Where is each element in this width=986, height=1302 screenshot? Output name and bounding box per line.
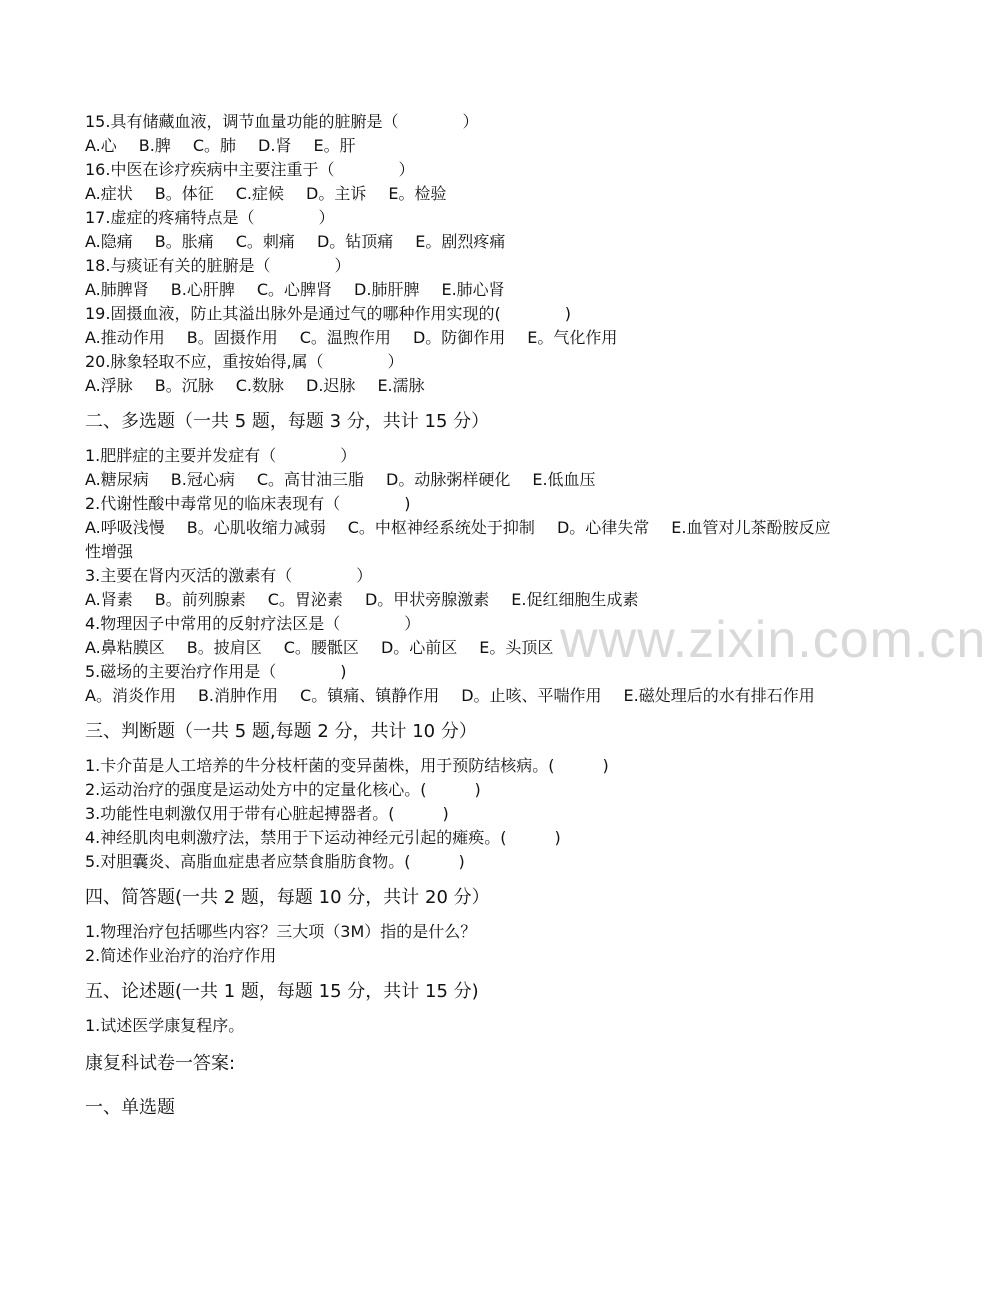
answer-options [85, 230, 845, 254]
answer-option: C.数脉 [235, 376, 285, 395]
answer-option: A.肾素 [85, 590, 133, 609]
watermark: www.zixin.com.cn [560, 611, 986, 669]
short-answer-item: 1.物理治疗包括哪些内容？三大项（3M）指的是什么？ [85, 922, 477, 941]
answer-option: D。动脉粥样硬化 [386, 470, 511, 489]
answer-option: D。甲状旁腺激素 [364, 590, 490, 609]
answer-option: C。肺 [192, 136, 237, 155]
answer-option: D。心律失常 [556, 518, 650, 537]
answer-option: E。检验 [388, 184, 447, 203]
answer-option: B.冠心病 [170, 470, 235, 489]
exam-page [85, 110, 845, 1120]
answer-option: B。沉脉 [154, 376, 214, 395]
answer-option: E。肝 [313, 136, 356, 155]
answer-option: D。钻顶痛 [316, 232, 394, 251]
true-false-item: 2.运动治疗的强度是运动处方中的定量化核心。( ) [85, 780, 481, 799]
answer-option: B.心肝脾 [170, 280, 235, 299]
answer-options [85, 326, 845, 350]
answer-option: B.脾 [138, 136, 171, 155]
question-text: 5.磁场的主要治疗作用是（ ) [85, 662, 347, 681]
answer-option: E.肺心肾 [441, 280, 505, 299]
question-text: 20.脉象轻取不应，重按始得,属（ ） [85, 352, 404, 371]
answer-option: B。前列腺素 [154, 590, 246, 609]
true-false-item: 4.神经肌肉电刺激疗法，禁用于下运动神经元引起的瘫痪。( ) [85, 828, 561, 847]
true-false-list [85, 754, 845, 874]
answer-option: B。胀痛 [154, 232, 214, 251]
answer-option: C。镇痛、镇静作用 [300, 686, 440, 705]
answer-option: A.肺脾肾 [85, 280, 149, 299]
answer-option: A.浮脉 [85, 376, 133, 395]
section-title-short-answer: 四、简答题(一共 2 题，每题 10 分，共计 20 分） [85, 887, 490, 908]
answer-option: E。气化作用 [527, 328, 618, 347]
essay-item: 1.试述医学康复程序。 [85, 1016, 245, 1035]
short-answer-list [85, 920, 845, 968]
answer-option: C.症候 [235, 184, 285, 203]
answer-option: B。固摄作用 [186, 328, 278, 347]
answer-option: D.迟脉 [306, 376, 356, 395]
answer-option: B。心肌收缩力减弱 [186, 518, 326, 537]
answer-option: B。披肩区 [186, 638, 262, 657]
answer-option: A.糖尿病 [85, 470, 149, 489]
answer-option: A。消炎作用 [85, 686, 176, 705]
section-title-multiple-choice: 二、多选题（一共 5 题，每题 3 分，共计 15 分） [85, 411, 490, 432]
answer-option: A.心 [85, 136, 117, 155]
answer-option: E.磁处理后的水有排石作用 [623, 686, 815, 705]
question-text: 2.代谢性酸中毒常见的临床表现有（ ) [85, 494, 411, 513]
answer-option: C。中枢神经系统处于抑制 [347, 518, 535, 537]
answer-option: D。心前区 [380, 638, 458, 657]
question-text: 1.肥胖症的主要并发症有（ ） [85, 446, 357, 465]
answer-options [85, 134, 845, 158]
single-choice-continued [85, 110, 845, 398]
essay-list [85, 1014, 845, 1038]
answer-option: E.促红细胞生成素 [511, 590, 639, 609]
answer-option: C。温煦作用 [299, 328, 391, 347]
answer-options [85, 588, 845, 612]
section-title-true-false: 三、判断题（一共 5 题,每题 2 分，共计 10 分） [85, 721, 477, 742]
answer-option: A.鼻粘膜区 [85, 638, 165, 657]
answers-section-single-choice: 一、单选题 [85, 1097, 175, 1118]
answer-option: A.呼吸浅慢 [85, 518, 165, 537]
answer-option: E.低血压 [532, 470, 596, 489]
short-answer-item: 2.简述作业治疗的治疗作用 [85, 946, 277, 965]
multiple-choice-list [85, 444, 845, 708]
answer-option: C。刺痛 [235, 232, 295, 251]
answer-option: E。剧烈疼痛 [415, 232, 506, 251]
answer-option: B。体征 [154, 184, 214, 203]
answer-options [85, 278, 845, 302]
question-text: 4.物理因子中常用的反射疗法区是（ ） [85, 614, 421, 633]
answer-option: C。胃泌素 [267, 590, 343, 609]
answer-option: D.肺肝脾 [354, 280, 420, 299]
answers-title: 康复科试卷一答案: [85, 1053, 236, 1074]
answer-options [85, 684, 845, 708]
answer-option: A.推动作用 [85, 328, 165, 347]
question-text: 3.主要在肾内灭活的激素有（ ） [85, 566, 373, 585]
answer-option: E.濡脉 [377, 376, 425, 395]
true-false-item: 3.功能性电刺激仅用于带有心脏起搏器者。( ) [85, 804, 449, 823]
answer-option: D.肾 [258, 136, 292, 155]
section-title-essay: 五、论述题(一共 1 题，每题 15 分，共计 15 分) [85, 981, 479, 1002]
answer-option: D。防御作用 [412, 328, 506, 347]
question-text: 18.与痰证有关的脏腑是（ ） [85, 256, 351, 275]
answer-options [85, 468, 845, 492]
answer-option: E。头顶区 [479, 638, 554, 657]
answer-options [85, 636, 845, 660]
answer-option: D。止咳、平喘作用 [461, 686, 602, 705]
answer-option: A.症状 [85, 184, 133, 203]
answer-option: A.隐痛 [85, 232, 133, 251]
answer-option: C。腰骶区 [283, 638, 359, 657]
answer-option: D。主诉 [306, 184, 367, 203]
answer-options [85, 516, 845, 564]
answer-option: B.消肿作用 [197, 686, 279, 705]
question-text: 17.虚症的疼痛特点是（ ） [85, 208, 335, 227]
answer-option: C。心脾肾 [256, 280, 333, 299]
true-false-item: 1.卡介苗是人工培养的牛分枝杆菌的变异菌株，用于预防结核病。( ) [85, 756, 609, 775]
answer-option: E.血管对儿茶酚胺反应性增强 [85, 518, 831, 561]
question-text: 15.具有储藏血液，调节血量功能的脏腑是（ ） [85, 112, 479, 131]
true-false-item: 5.对胆囊炎、高脂血症患者应禁食脂肪食物。( ) [85, 852, 465, 871]
question-text: 19.固摄血液，防止其溢出脉外是通过气的哪种作用实现的( ) [85, 304, 571, 323]
answer-options [85, 182, 845, 206]
question-text: 16.中医在诊疗疾病中主要注重于（ ） [85, 160, 415, 179]
answer-options [85, 374, 845, 398]
answer-option: C。高甘油三脂 [256, 470, 365, 489]
